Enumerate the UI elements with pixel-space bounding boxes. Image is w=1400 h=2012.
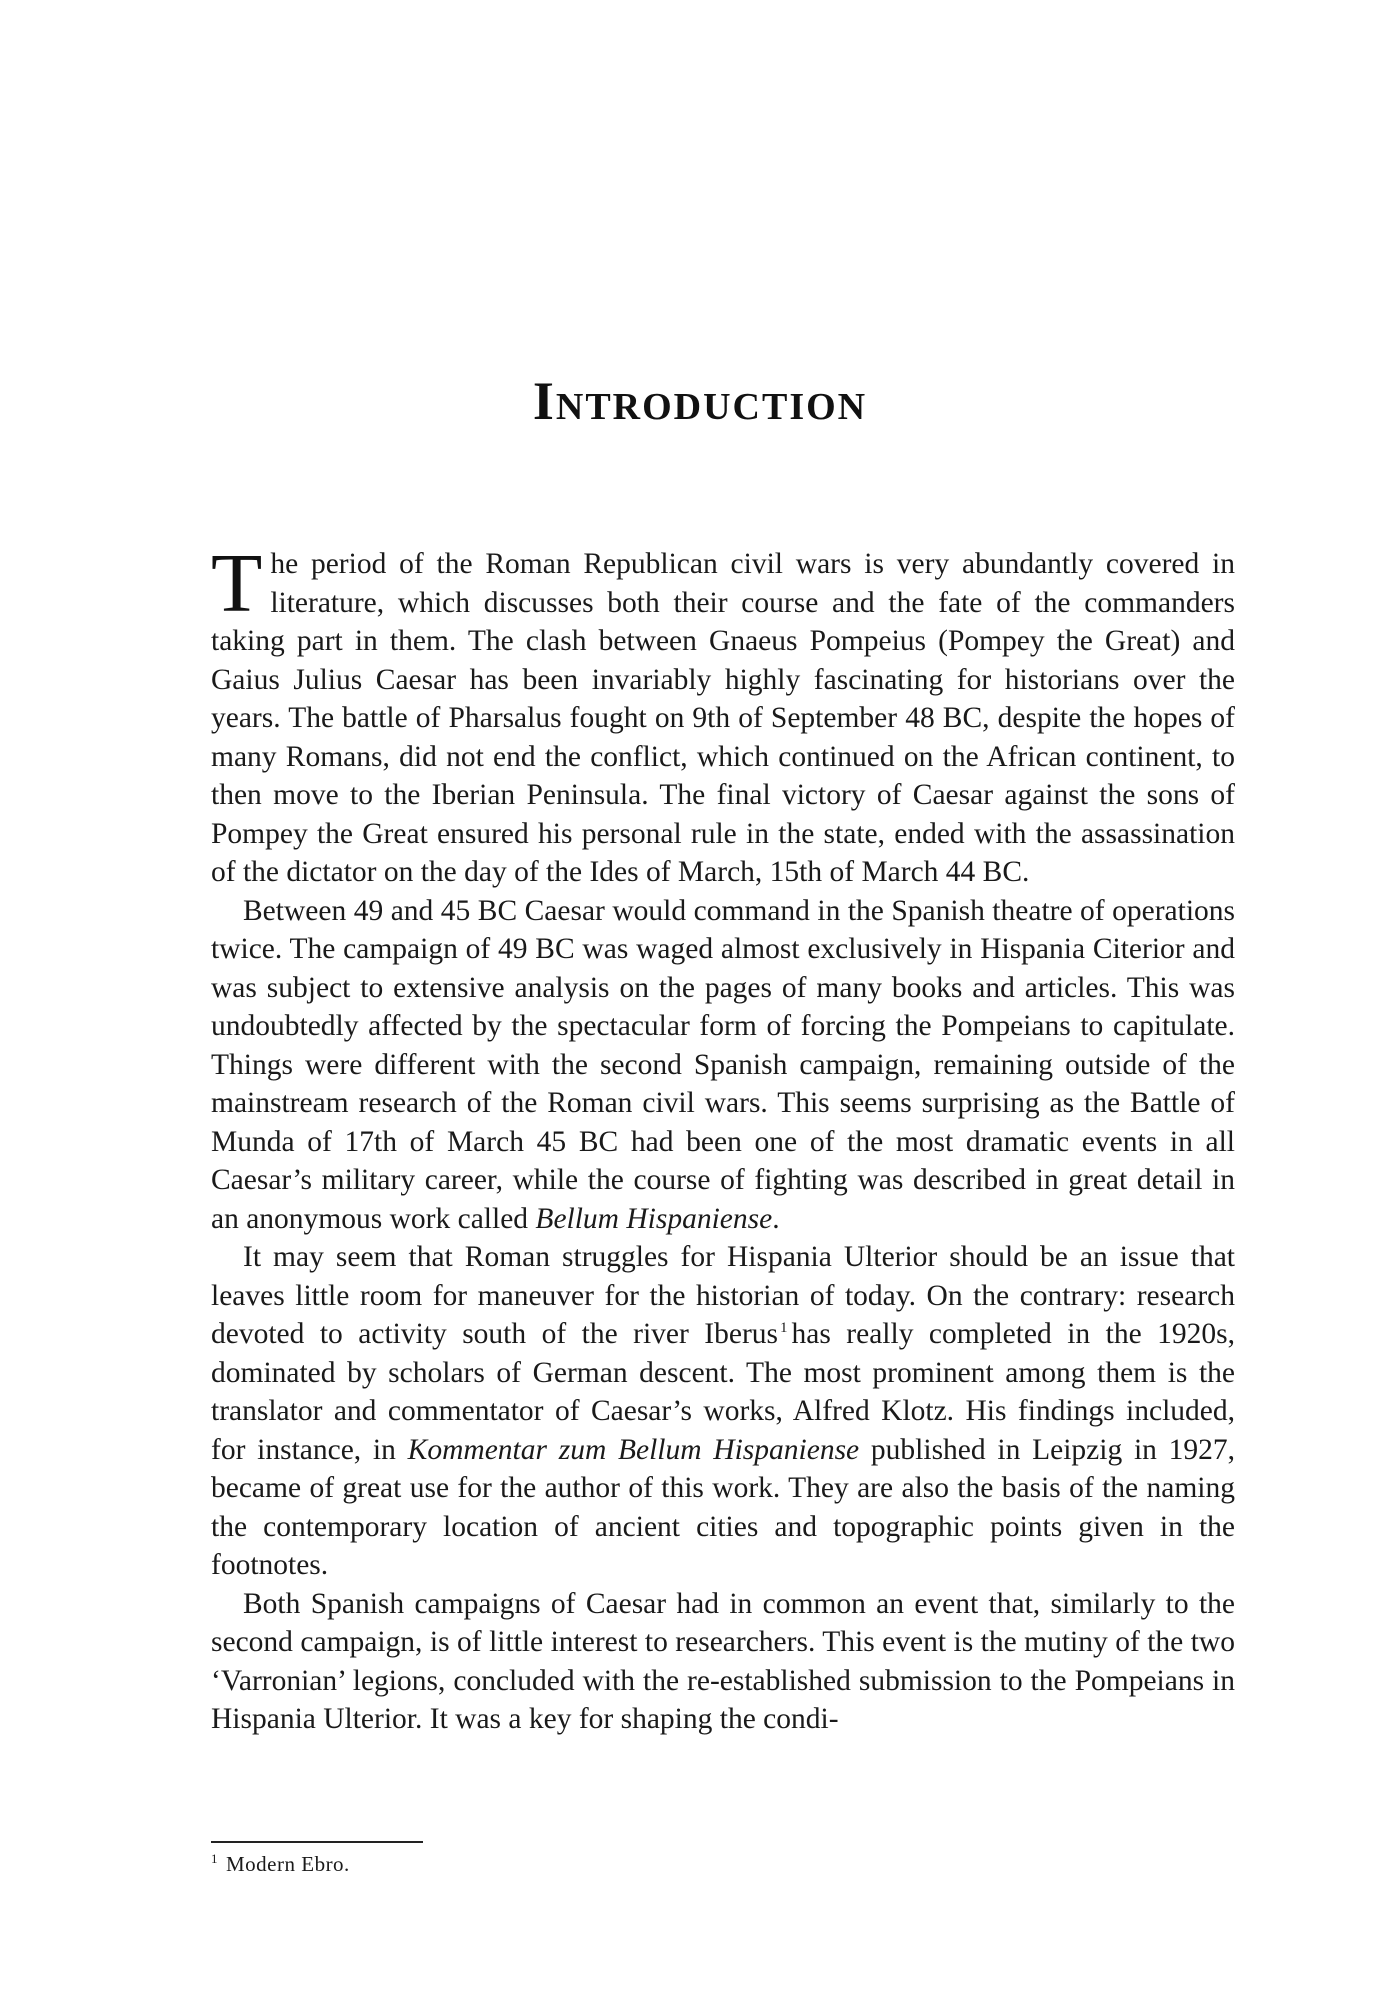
drop-cap: T bbox=[211, 537, 263, 630]
footnote-mark: 1 bbox=[211, 1851, 218, 1866]
paragraph-3-text-b: has really completed in the 1920s, dominated by scholars of German descent. The most prominent among them is the translator and commentator of Caesar’s works, Alfred Klotz. His findings included, for instance, in bbox=[211, 1318, 1236, 1466]
paragraph-2 bbox=[211, 892, 1235, 1239]
body-text bbox=[211, 537, 1236, 1739]
footnote-reference[interactable]: 1 bbox=[780, 1320, 788, 1337]
paragraph-1-text: he period of the Roman Republican civil wars is very abundantly covered in literature, which discusses both their course and the fate of the commanders taking part in them. The clash between Gnaeus Pompeius (Pompey the Great) and Gaius Julius Caesar has been invariably highly fascinating for historians over the years. The battle of Pharsalus fought on 9th of September 48 BC, despite the hopes of many Romans, did not end the conflict, which continued on the African continent, to then move to the Iberian Peninsula. The final victory of Caesar against the sons of Pompey the Great ensured his personal rule in the state, ended with the assassination of the dictator on the day of the Ides of March, 15th of March 44 BC. bbox=[211, 548, 1235, 888]
footnote-text: Modern Ebro. bbox=[226, 1852, 350, 1876]
paragraph-1 bbox=[211, 537, 1235, 892]
paragraph-3-text-c: published in Leipzig in 1927, became of great use for the author of this work. They are also the basis of the naming the contemporary location of ancient cities and topographic points given in the footnotes. bbox=[211, 1433, 1236, 1581]
paragraph-2-text: Between 49 and 45 BC Caesar would command in the Spanish theatre of operations twice. The campaign of 49 BC was waged almost exclusively in Hispania Citerior and was subject to extensive analysis on the pages of many books and articles. This was undoubtedly affected by the spectacular form of forcing the Pompeians to capitulate. Things were different with the second Spanish campaign, remaining outside of the mainstream research of the Roman civil wars. This seems surprising as the Battle of Munda of 17th of March 45 BC had been one of the most dramatic events in all Caesar’s military career, while the course of fighting was described in great detail in an anonymous work called bbox=[211, 894, 1235, 1235]
paragraph-3 bbox=[211, 1238, 1235, 1585]
paragraph-2-tail: . bbox=[772, 1202, 780, 1235]
footnote-divider bbox=[211, 1841, 423, 1843]
paragraph-4 bbox=[211, 1585, 1235, 1739]
paragraph-4-text: Both Spanish campaigns of Caesar had in common an event that, similarly to the second campaign, is of little interest to researchers. This event is the mutiny of the two ‘Varronian’ legions, concluded with the re-established submission to the Pompeians in Hispania Ulterior. It was a key for shaping the condi- bbox=[211, 1587, 1235, 1735]
work-title-kommentar: Kommentar zum Bellum Hispaniense bbox=[407, 1433, 860, 1466]
work-title-bellum-hispaniense: Bellum Hispaniense bbox=[535, 1202, 773, 1235]
chapter-title: Introduction bbox=[532, 371, 868, 431]
paragraph-3-text-a: It may seem that Roman struggles for Hispania Ulterior should be an issue that leaves little room for maneuver for the historian of today. On the contrary: research devoted to activity south of the river Iberus bbox=[211, 1241, 1235, 1350]
footnote bbox=[211, 1850, 1235, 1878]
